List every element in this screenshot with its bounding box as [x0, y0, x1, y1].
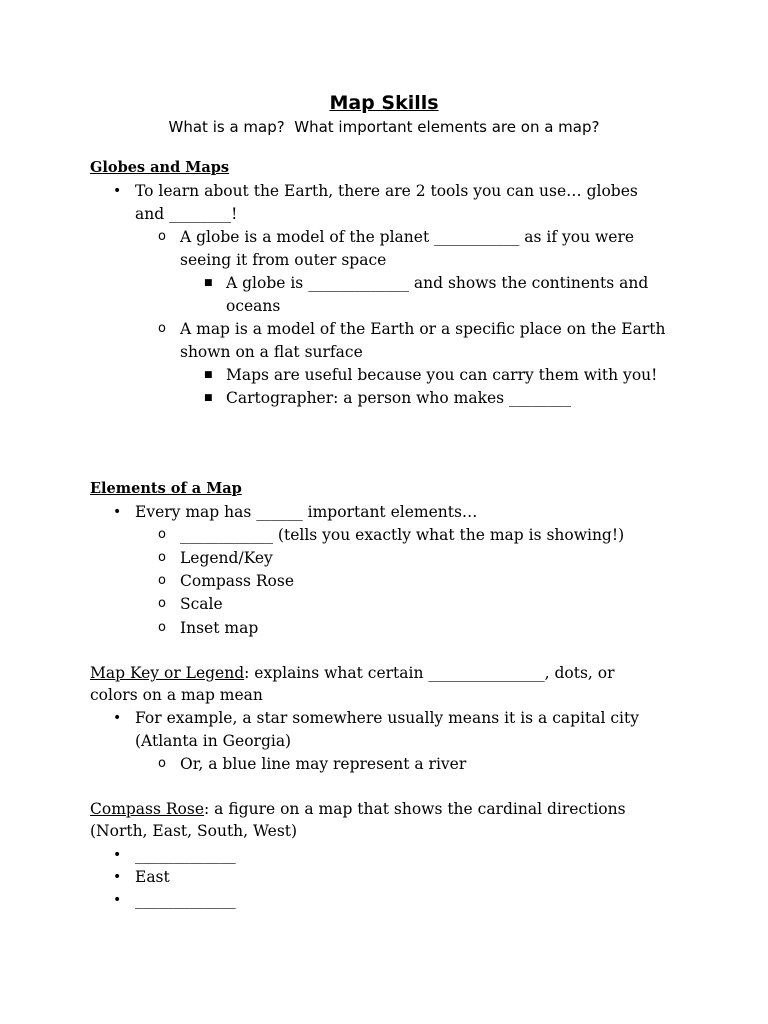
list-item-text: Every map has ______ important elements… — [135, 503, 478, 521]
list-item-text: ____________ (tells you exactly what the map is showing!) — [180, 526, 625, 544]
bullet-marker: • — [113, 504, 122, 520]
list-item-text: Maps are useful because you can carry them with you! — [226, 366, 658, 384]
bullet-marker: o — [158, 756, 166, 771]
definition-paragraph — [90, 663, 615, 683]
bullet-marker: ■ — [204, 278, 213, 288]
bullet-marker: • — [113, 892, 122, 908]
list-item-text: Compass Rose — [180, 572, 295, 590]
list-item-text: To learn about the Earth, there are 2 tools you can use… globes — [135, 182, 638, 200]
list-item-text: shown on a flat surface — [180, 343, 363, 361]
list-item-text: oceans — [226, 297, 281, 315]
list-item-text: A map is a model of the Earth or a specific place on the Earth — [180, 320, 666, 338]
list-item-text: A globe is a model of the planet ___________ as if you were — [180, 228, 635, 246]
bullet-marker: • — [113, 710, 122, 726]
list-item-text: _____________ — [135, 846, 236, 864]
term-map-key-or-legend: Map Key or Legend — [90, 664, 245, 682]
bullet-marker: o — [158, 596, 166, 611]
bullet-marker: ■ — [204, 370, 213, 380]
definition-text: (North, East, South, West) — [90, 822, 298, 840]
list-item-text: Or, a blue line may represent a river — [180, 755, 467, 773]
bullet-marker: o — [158, 573, 166, 588]
term-compass-rose: Compass Rose — [90, 800, 205, 818]
list-item-text: seeing it from outer space — [180, 251, 387, 269]
bullet-marker: o — [158, 229, 166, 244]
list-item-text: and ________! — [135, 205, 238, 223]
bullet-marker: o — [158, 550, 166, 565]
definition-paragraph — [90, 799, 626, 819]
list-item-text: Cartographer: a person who makes ________ — [226, 389, 572, 407]
list-item-text: _____________ — [135, 891, 236, 909]
list-item-text: (Atlanta in Georgia) — [135, 732, 292, 750]
bullet-marker: o — [158, 620, 166, 635]
bullet-marker: • — [113, 869, 122, 885]
definition-text: : a figure on a map that shows the cardinal directions — [204, 800, 626, 818]
section-heading-elements-of-a-map: Elements of a Map — [90, 480, 242, 497]
list-item-text: Scale — [180, 595, 223, 613]
section-heading-globes-and-maps: Globes and Maps — [90, 159, 230, 176]
bullet-marker: o — [158, 527, 166, 542]
bullet-marker: • — [113, 183, 122, 199]
list-item-text: East — [135, 868, 170, 886]
bullet-marker: • — [113, 847, 122, 863]
page-title: Map Skills — [329, 92, 439, 114]
definition-text: colors on a map mean — [90, 686, 263, 704]
list-item-text: Inset map — [180, 619, 259, 637]
page-subtitle: What is a map? What important elements are on a map? — [168, 118, 600, 136]
list-item-text: For example, a star somewhere usually means it is a capital city — [135, 709, 639, 727]
bullet-marker: o — [158, 321, 166, 336]
list-item-text: A globe is _____________ and shows the continents and — [226, 274, 649, 292]
bullet-marker: ■ — [204, 393, 213, 403]
list-item-text: Legend/Key — [180, 549, 273, 567]
definition-text: : explains what certain _______________, dots, or — [244, 664, 615, 682]
